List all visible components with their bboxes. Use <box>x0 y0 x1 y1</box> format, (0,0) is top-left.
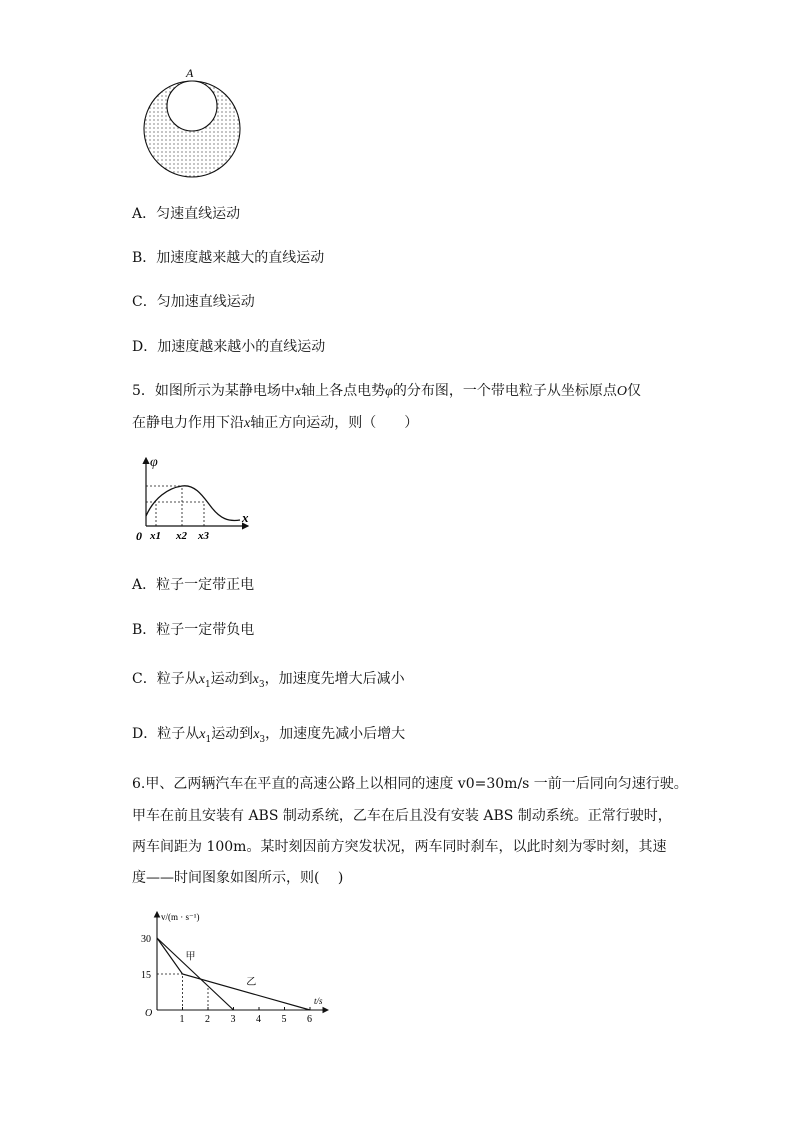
v-axis-label: v/(m · s⁻¹) <box>161 912 200 922</box>
phi-axis-label: φ <box>150 455 158 470</box>
origin-label: O <box>145 1008 153 1019</box>
inner-cavity-circle <box>167 81 217 131</box>
tick-x1: x1 <box>150 530 161 542</box>
series-line-2 <box>157 938 310 1010</box>
y-tick-label: 30 <box>141 934 151 945</box>
q6-stem-line2: 甲车在前且安装有 ABS 制动系统，乙车在后且没有安装 ABS 制动系统。正常行驶时， <box>132 808 672 824</box>
velocity-time-chart <box>135 908 345 1023</box>
x-tick-label: 1 <box>179 1014 185 1025</box>
x-tick-label: 6 <box>307 1014 312 1025</box>
q6-stem-line4: 度——时间图象如图所示，则( ) <box>132 870 344 886</box>
q5-option-d: D．粒子从$x_1$运动到$x_3$，加速度先减小后增大 <box>132 726 406 745</box>
series-line-1 <box>157 938 234 1010</box>
origin-label: 0 <box>136 529 142 543</box>
circle-cavity-figure <box>140 62 250 182</box>
x-tick-label: 3 <box>230 1014 236 1025</box>
x-tick-label: 5 <box>281 1014 287 1025</box>
x-axis-label: x <box>242 510 249 525</box>
y-tick-label: 15 <box>141 970 151 981</box>
t-axis-label: t/s <box>314 996 323 1006</box>
potential-graph <box>130 454 260 549</box>
q5-option-a: A．粒子一定带正电 <box>132 577 255 593</box>
q5-option-c: C．粒子从$x_1$运动到$x_3$，加速度先增大后减小 <box>132 671 405 690</box>
q5-stem-line2: 在静电力作用下沿x轴正方向运动，则（ ） <box>132 415 419 431</box>
q6-stem-line3: 两车间距为 100m。某时刻因前方突发状况，两车同时刹车，以此时刻为零时刻，其速 <box>132 839 667 855</box>
q4-option-b: B．加速度越来越大的直线运动 <box>132 250 325 266</box>
series-label-2: 乙 <box>246 976 257 988</box>
q5-option-b: B．粒子一定带负电 <box>132 622 255 638</box>
point-a-label: A <box>186 66 194 80</box>
x-tick-label: 4 <box>256 1014 261 1025</box>
series-label-1: 甲 <box>185 951 196 963</box>
q6-stem-line1: 6.甲、乙两辆汽车在平直的高速公路上以相同的速度 v0=30m/s 一前一后同向匀速行驶。 <box>132 776 688 792</box>
q4-option-d: D．加速度越来越小的直线运动 <box>132 339 326 355</box>
x-tick-label: 2 <box>205 1014 210 1025</box>
tick-x2: x2 <box>176 530 187 542</box>
q5-stem-line1: 5．如图所示为某静电场中x轴上各点电势φ的分布图，一个带电粒子从坐标原点O仅 <box>132 383 642 399</box>
potential-curve <box>146 486 240 521</box>
q4-option-a: A．匀速直线运动 <box>132 206 241 222</box>
q4-option-c: C．匀加速直线运动 <box>132 294 255 310</box>
tick-x3: x3 <box>198 530 209 542</box>
